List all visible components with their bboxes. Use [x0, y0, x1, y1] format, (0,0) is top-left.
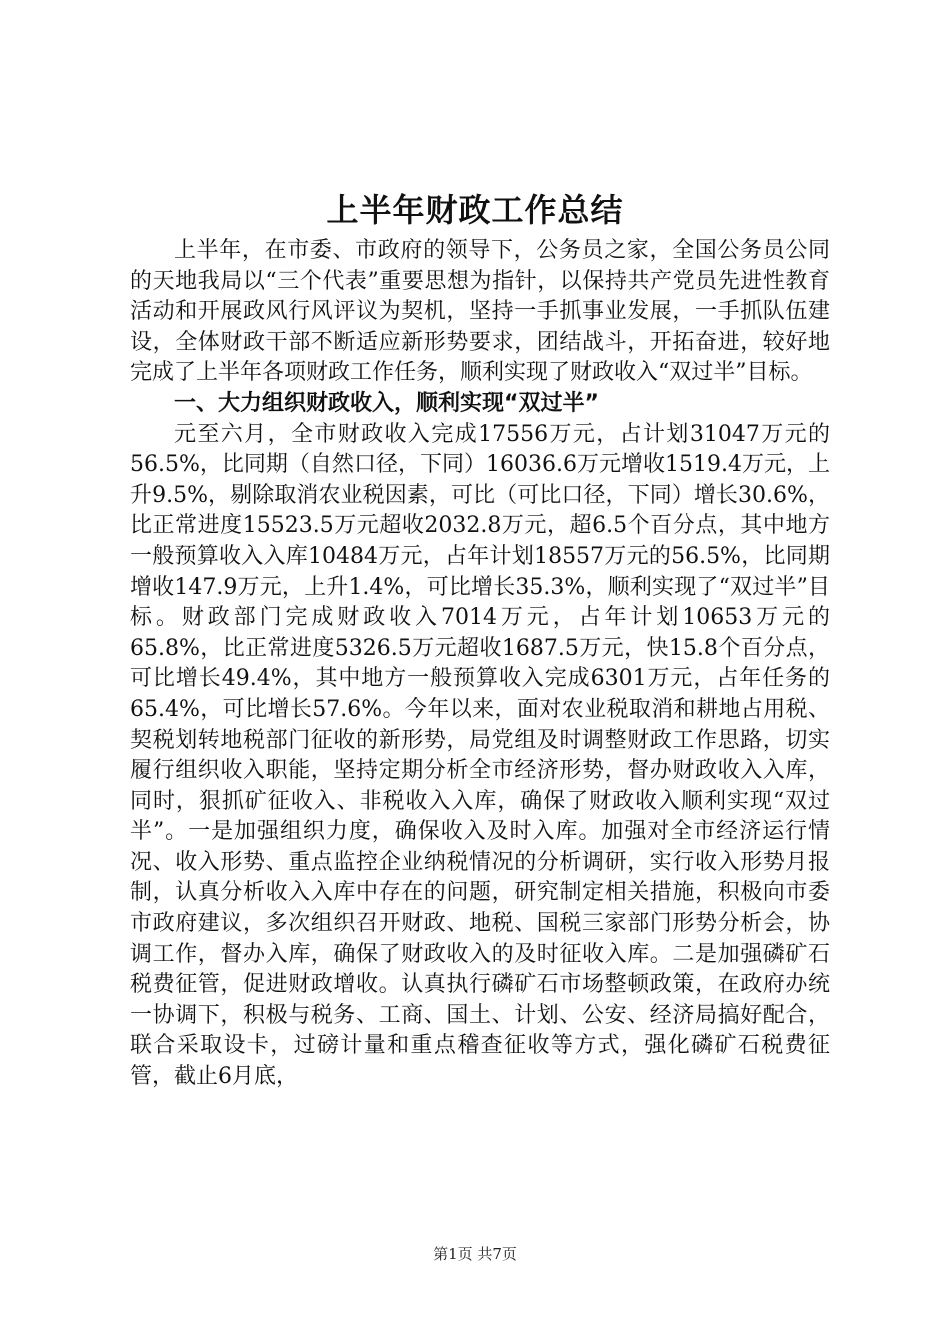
page-footer: 第1页 共7页 — [433, 1245, 517, 1263]
intro-paragraph: 上半年，在市委、市政府的领导下，公务员之家，全国公务员公同的天地我局以“三个代表”重要思想为指针，以保持共产党员先进性教育活动和开展政风行风评议为契机，坚持一手抓事业发展，一手抓队伍建设，全体财政干部不断适应新形势要求，团结战斗，开拓奋进，较好地完成了上半年各项财政工作任务，顺利实现了财政收入“双过半”目标。 — [130, 238, 830, 386]
document-title: 上半年财政工作总结 — [326, 191, 624, 229]
section-paragraph: 元至六月，全市财政收入完成17556万元，占计划31047万元的56.5%，比同期（自然口径，下同）16036.6万元增收1519.4万元，上升9.5%，剔除取消农业税因素，可比（可比口径，下同）增长30.6%，比正常进度15523.5万元超收2032.8万元，超6.5个百分点，其中地方一般预算收入入库10484万元，占年计划18557万元的56.5%，比同期增收147.9万元，上升1.4%，可比增长35.3%，顺利实现了“双过半”目标。财政部门完成财政收入7014万元，占年计划10653万元的65.8%，比正常进度5326.5万元超收1687.5万元，快15.8个百分点，可比增长49.4%，其中地方一般预算收入完成6301万元，占年任务的65.4%，可比增长57.6%。今年以来，面对农业税取消和耕地占用税、契税划转地税部门征收的新形势，局党组及时调整财政工作思路，切实履行组织收入职能，坚持定期分析全市经济形势，督办财政收入入库，同时，狠抓矿征收入、非税收入入库，确保了财政收入顺利实现“双过半”。一是加强组织力度，确保收入及时入库。加强对全市经济运行情况、收入形势、重点监控企业纳税情况的分析调研，实行收入形势月报制，认真分析收入入库中存在的问题，研究制定相关措施，积极向市委市政府建议，多次组织召开财政、地税、国税三家部门形势分析会，协调工作，督办入库，确保了财政收入的及时征收入库。二是加强磷矿石税费征管，促进财政增收。认真执行磷矿石市场整顿政策，在政府办统一协调下，积极与税务、工商、国土、计划、公安、经济局搞好配合，联合采取设卡，过磅计量和重点稽查征收等方式，强化磷矿石税费征管，截止6月底， — [130, 421, 830, 1090]
section-heading: 一、大力组织财政收入，顺利实现“双过半” — [174, 390, 599, 416]
document-body — [130, 236, 830, 1093]
